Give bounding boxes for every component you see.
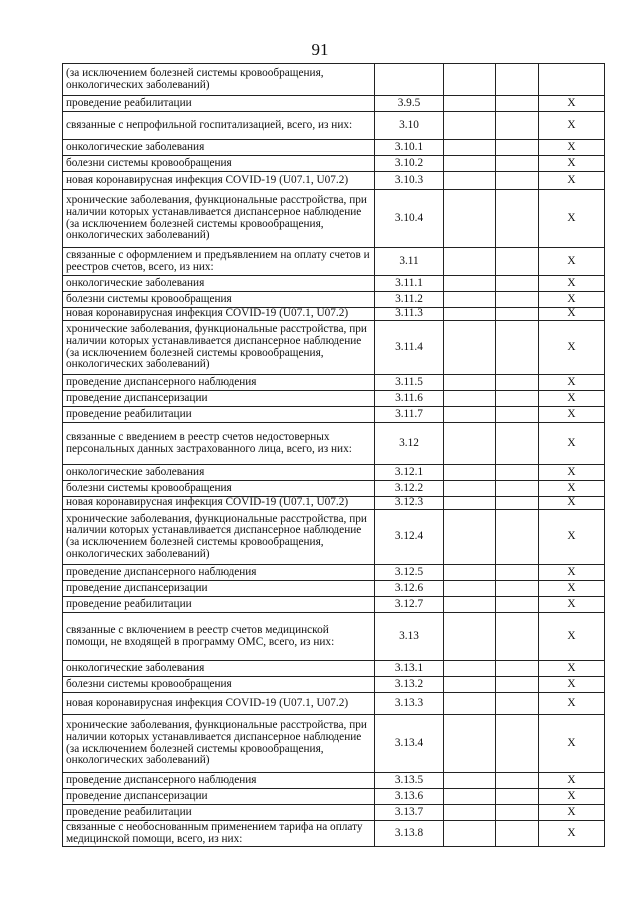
table-row — [63, 112, 605, 140]
row-name-cell: связанные с оформлением и предъявлением на оплату счетов и реестров счетов, всего, из них: — [63, 248, 375, 276]
row-name-cell: хронические заболевания, функциональные расстройства, при наличии которых устанавливается диспансерное наблюдение (за исключением болезней системы кровообращения, онкологических заболеваний) — [63, 321, 375, 375]
row-code-cell: 3.13.2 — [375, 677, 444, 693]
row-mark-cell: X — [539, 112, 605, 140]
row-empty-cell — [496, 465, 539, 481]
row-code-cell: 3.10.3 — [375, 172, 444, 190]
row-code-cell: 3.9.5 — [375, 96, 444, 112]
row-code-cell: 3.11.6 — [375, 391, 444, 407]
table-row — [63, 248, 605, 276]
row-mark-cell: X — [539, 613, 605, 661]
table-row — [63, 597, 605, 613]
row-empty-cell — [496, 715, 539, 773]
row-mark-cell: X — [539, 773, 605, 789]
table-row — [63, 308, 605, 321]
row-empty-cell — [496, 96, 539, 112]
row-name-cell: связанные с включением в реестр счетов медицинской помощи, не входящей в программу ОМС, всего, из них: — [63, 613, 375, 661]
table-row — [63, 276, 605, 292]
row-name-cell: проведение диспансеризации — [63, 581, 375, 597]
row-name-cell: связанные с введением в реестр счетов недостоверных персональных данных застрахованного лица, всего, из них: — [63, 423, 375, 465]
table-row — [63, 64, 605, 96]
row-empty-cell — [444, 510, 496, 565]
row-empty-cell — [496, 64, 539, 96]
row-empty-cell — [496, 821, 539, 847]
row-name-cell: проведение диспансеризации — [63, 789, 375, 805]
row-empty-cell — [444, 391, 496, 407]
row-code-cell: 3.10.2 — [375, 156, 444, 172]
row-empty-cell — [444, 773, 496, 789]
row-empty-cell — [444, 497, 496, 510]
row-name-cell: онкологические заболевания — [63, 276, 375, 292]
row-code-cell: 3.11 — [375, 248, 444, 276]
row-code-cell — [375, 64, 444, 96]
table-row — [63, 677, 605, 693]
row-name-cell: проведение диспансерного наблюдения — [63, 773, 375, 789]
row-name-cell: болезни системы кровообращения — [63, 677, 375, 693]
row-mark-cell: X — [539, 140, 605, 156]
row-empty-cell — [496, 565, 539, 581]
row-code-cell: 3.13.4 — [375, 715, 444, 773]
table-row — [63, 821, 605, 847]
row-mark-cell: X — [539, 661, 605, 677]
row-code-cell: 3.13.8 — [375, 821, 444, 847]
row-code-cell: 3.11.1 — [375, 276, 444, 292]
row-mark-cell — [539, 64, 605, 96]
row-mark-cell: X — [539, 407, 605, 423]
row-empty-cell — [444, 112, 496, 140]
row-mark-cell: X — [539, 391, 605, 407]
row-name-cell: болезни системы кровообращения — [63, 292, 375, 308]
row-code-cell: 3.12.3 — [375, 497, 444, 510]
table-row — [63, 172, 605, 190]
row-empty-cell — [496, 661, 539, 677]
table-row — [63, 715, 605, 773]
row-empty-cell — [444, 465, 496, 481]
row-empty-cell — [496, 481, 539, 497]
row-empty-cell — [496, 172, 539, 190]
report-table — [62, 63, 605, 847]
row-code-cell: 3.13.1 — [375, 661, 444, 677]
row-code-cell: 3.12.6 — [375, 581, 444, 597]
row-empty-cell — [444, 693, 496, 715]
row-name-cell: онкологические заболевания — [63, 465, 375, 481]
row-empty-cell — [496, 805, 539, 821]
row-empty-cell — [444, 96, 496, 112]
row-empty-cell — [496, 789, 539, 805]
row-mark-cell: X — [539, 172, 605, 190]
row-name-cell: новая коронавирусная инфекция COVID-19 (U07.1, U07.2) — [63, 308, 375, 321]
row-empty-cell — [496, 391, 539, 407]
row-code-cell: 3.11.3 — [375, 308, 444, 321]
row-empty-cell — [444, 248, 496, 276]
row-mark-cell: X — [539, 510, 605, 565]
row-code-cell: 3.12.7 — [375, 597, 444, 613]
table-row — [63, 407, 605, 423]
row-empty-cell — [444, 321, 496, 375]
row-empty-cell — [444, 661, 496, 677]
table-row — [63, 321, 605, 375]
row-mark-cell: X — [539, 375, 605, 391]
row-empty-cell — [444, 613, 496, 661]
row-name-cell: болезни системы кровообращения — [63, 156, 375, 172]
table-row — [63, 773, 605, 789]
row-name-cell: проведение диспансеризации — [63, 391, 375, 407]
row-mark-cell: X — [539, 481, 605, 497]
row-name-cell: проведение диспансерного наблюдения — [63, 375, 375, 391]
row-empty-cell — [444, 407, 496, 423]
row-empty-cell — [444, 172, 496, 190]
table-row — [63, 391, 605, 407]
row-mark-cell: X — [539, 693, 605, 715]
row-name-cell: (за исключением болезней системы кровообращения, онкологических заболеваний) — [63, 64, 375, 96]
row-empty-cell — [444, 821, 496, 847]
row-empty-cell — [496, 140, 539, 156]
table-row — [63, 693, 605, 715]
row-name-cell: новая коронавирусная инфекция COVID-19 (U07.1, U07.2) — [63, 693, 375, 715]
report-table-body — [63, 64, 605, 847]
row-empty-cell — [496, 773, 539, 789]
row-code-cell: 3.12.2 — [375, 481, 444, 497]
row-code-cell: 3.11.7 — [375, 407, 444, 423]
table-row — [63, 661, 605, 677]
row-empty-cell — [496, 248, 539, 276]
row-empty-cell — [496, 497, 539, 510]
row-code-cell: 3.12.5 — [375, 565, 444, 581]
row-code-cell: 3.13.5 — [375, 773, 444, 789]
row-code-cell: 3.10 — [375, 112, 444, 140]
row-empty-cell — [444, 581, 496, 597]
row-empty-cell — [444, 565, 496, 581]
row-name-cell: проведение реабилитации — [63, 407, 375, 423]
row-empty-cell — [444, 276, 496, 292]
row-empty-cell — [496, 581, 539, 597]
row-empty-cell — [496, 321, 539, 375]
row-name-cell: проведение реабилитации — [63, 96, 375, 112]
row-empty-cell — [496, 407, 539, 423]
table-row — [63, 190, 605, 248]
row-mark-cell: X — [539, 677, 605, 693]
table-row — [63, 581, 605, 597]
row-mark-cell: X — [539, 789, 605, 805]
row-code-cell: 3.12 — [375, 423, 444, 465]
table-row — [63, 497, 605, 510]
row-empty-cell — [444, 156, 496, 172]
table-row — [63, 465, 605, 481]
row-name-cell: онкологические заболевания — [63, 140, 375, 156]
row-empty-cell — [444, 481, 496, 497]
row-empty-cell — [444, 140, 496, 156]
row-empty-cell — [496, 308, 539, 321]
row-empty-cell — [496, 510, 539, 565]
row-code-cell: 3.13.6 — [375, 789, 444, 805]
row-mark-cell: X — [539, 292, 605, 308]
row-empty-cell — [444, 715, 496, 773]
table-row — [63, 789, 605, 805]
row-mark-cell: X — [539, 423, 605, 465]
table-row — [63, 805, 605, 821]
table-row — [63, 292, 605, 308]
table-row — [63, 140, 605, 156]
row-empty-cell — [496, 190, 539, 248]
row-empty-cell — [496, 292, 539, 308]
row-mark-cell: X — [539, 321, 605, 375]
table-row — [63, 510, 605, 565]
table-row — [63, 423, 605, 465]
row-empty-cell — [496, 375, 539, 391]
row-empty-cell — [496, 423, 539, 465]
row-empty-cell — [496, 112, 539, 140]
table-row — [63, 565, 605, 581]
row-empty-cell — [444, 190, 496, 248]
row-code-cell: 3.13.7 — [375, 805, 444, 821]
row-code-cell: 3.13 — [375, 613, 444, 661]
row-name-cell: болезни системы кровообращения — [63, 481, 375, 497]
row-name-cell: хронические заболевания, функциональные расстройства, при наличии которых устанавливается диспансерное наблюдение (за исключением болезней системы кровообращения, онкологических заболеваний) — [63, 715, 375, 773]
table-row — [63, 613, 605, 661]
page-number: 91 — [311, 40, 329, 59]
row-mark-cell: X — [539, 276, 605, 292]
row-empty-cell — [444, 64, 496, 96]
row-mark-cell: X — [539, 805, 605, 821]
row-name-cell: хронические заболевания, функциональные расстройства, при наличии которых устанавливается диспансерное наблюдение (за исключением болезней системы кровообращения, онкологических заболеваний) — [63, 510, 375, 565]
row-code-cell: 3.12.4 — [375, 510, 444, 565]
row-mark-cell: X — [539, 597, 605, 613]
row-mark-cell: X — [539, 190, 605, 248]
row-name-cell: хронические заболевания, функциональные расстройства, при наличии которых устанавливается диспансерное наблюдение (за исключением болезней системы кровообращения, онкологических заболеваний) — [63, 190, 375, 248]
row-name-cell: связанные с необоснованным применением тарифа на оплату медицинской помощи, всего, из них: — [63, 821, 375, 847]
row-empty-cell — [496, 677, 539, 693]
row-empty-cell — [496, 597, 539, 613]
row-name-cell: новая коронавирусная инфекция COVID-19 (U07.1, U07.2) — [63, 172, 375, 190]
row-name-cell: связанные с непрофильной госпитализацией, всего, из них: — [63, 112, 375, 140]
row-empty-cell — [496, 613, 539, 661]
row-code-cell: 3.10.4 — [375, 190, 444, 248]
row-code-cell: 3.13.3 — [375, 693, 444, 715]
row-mark-cell: X — [539, 465, 605, 481]
row-empty-cell — [444, 308, 496, 321]
row-code-cell: 3.12.1 — [375, 465, 444, 481]
row-mark-cell: X — [539, 308, 605, 321]
table-row — [63, 481, 605, 497]
table-row — [63, 156, 605, 172]
row-mark-cell: X — [539, 821, 605, 847]
row-name-cell: проведение диспансерного наблюдения — [63, 565, 375, 581]
row-code-cell: 3.11.5 — [375, 375, 444, 391]
row-empty-cell — [496, 693, 539, 715]
table-row — [63, 96, 605, 112]
row-empty-cell — [444, 805, 496, 821]
table-row — [63, 375, 605, 391]
row-empty-cell — [496, 156, 539, 172]
row-name-cell: онкологические заболевания — [63, 661, 375, 677]
row-mark-cell: X — [539, 565, 605, 581]
row-empty-cell — [444, 789, 496, 805]
row-mark-cell: X — [539, 497, 605, 510]
row-empty-cell — [444, 375, 496, 391]
row-mark-cell: X — [539, 581, 605, 597]
row-empty-cell — [444, 597, 496, 613]
row-code-cell: 3.11.4 — [375, 321, 444, 375]
row-mark-cell: X — [539, 715, 605, 773]
row-code-cell: 3.10.1 — [375, 140, 444, 156]
row-mark-cell: X — [539, 156, 605, 172]
row-code-cell: 3.11.2 — [375, 292, 444, 308]
row-empty-cell — [444, 677, 496, 693]
row-empty-cell — [444, 292, 496, 308]
row-mark-cell: X — [539, 248, 605, 276]
row-name-cell: проведение реабилитации — [63, 597, 375, 613]
row-empty-cell — [444, 423, 496, 465]
row-empty-cell — [496, 276, 539, 292]
row-name-cell: проведение реабилитации — [63, 805, 375, 821]
row-name-cell: новая коронавирусная инфекция COVID-19 (U07.1, U07.2) — [63, 497, 375, 510]
row-mark-cell: X — [539, 96, 605, 112]
